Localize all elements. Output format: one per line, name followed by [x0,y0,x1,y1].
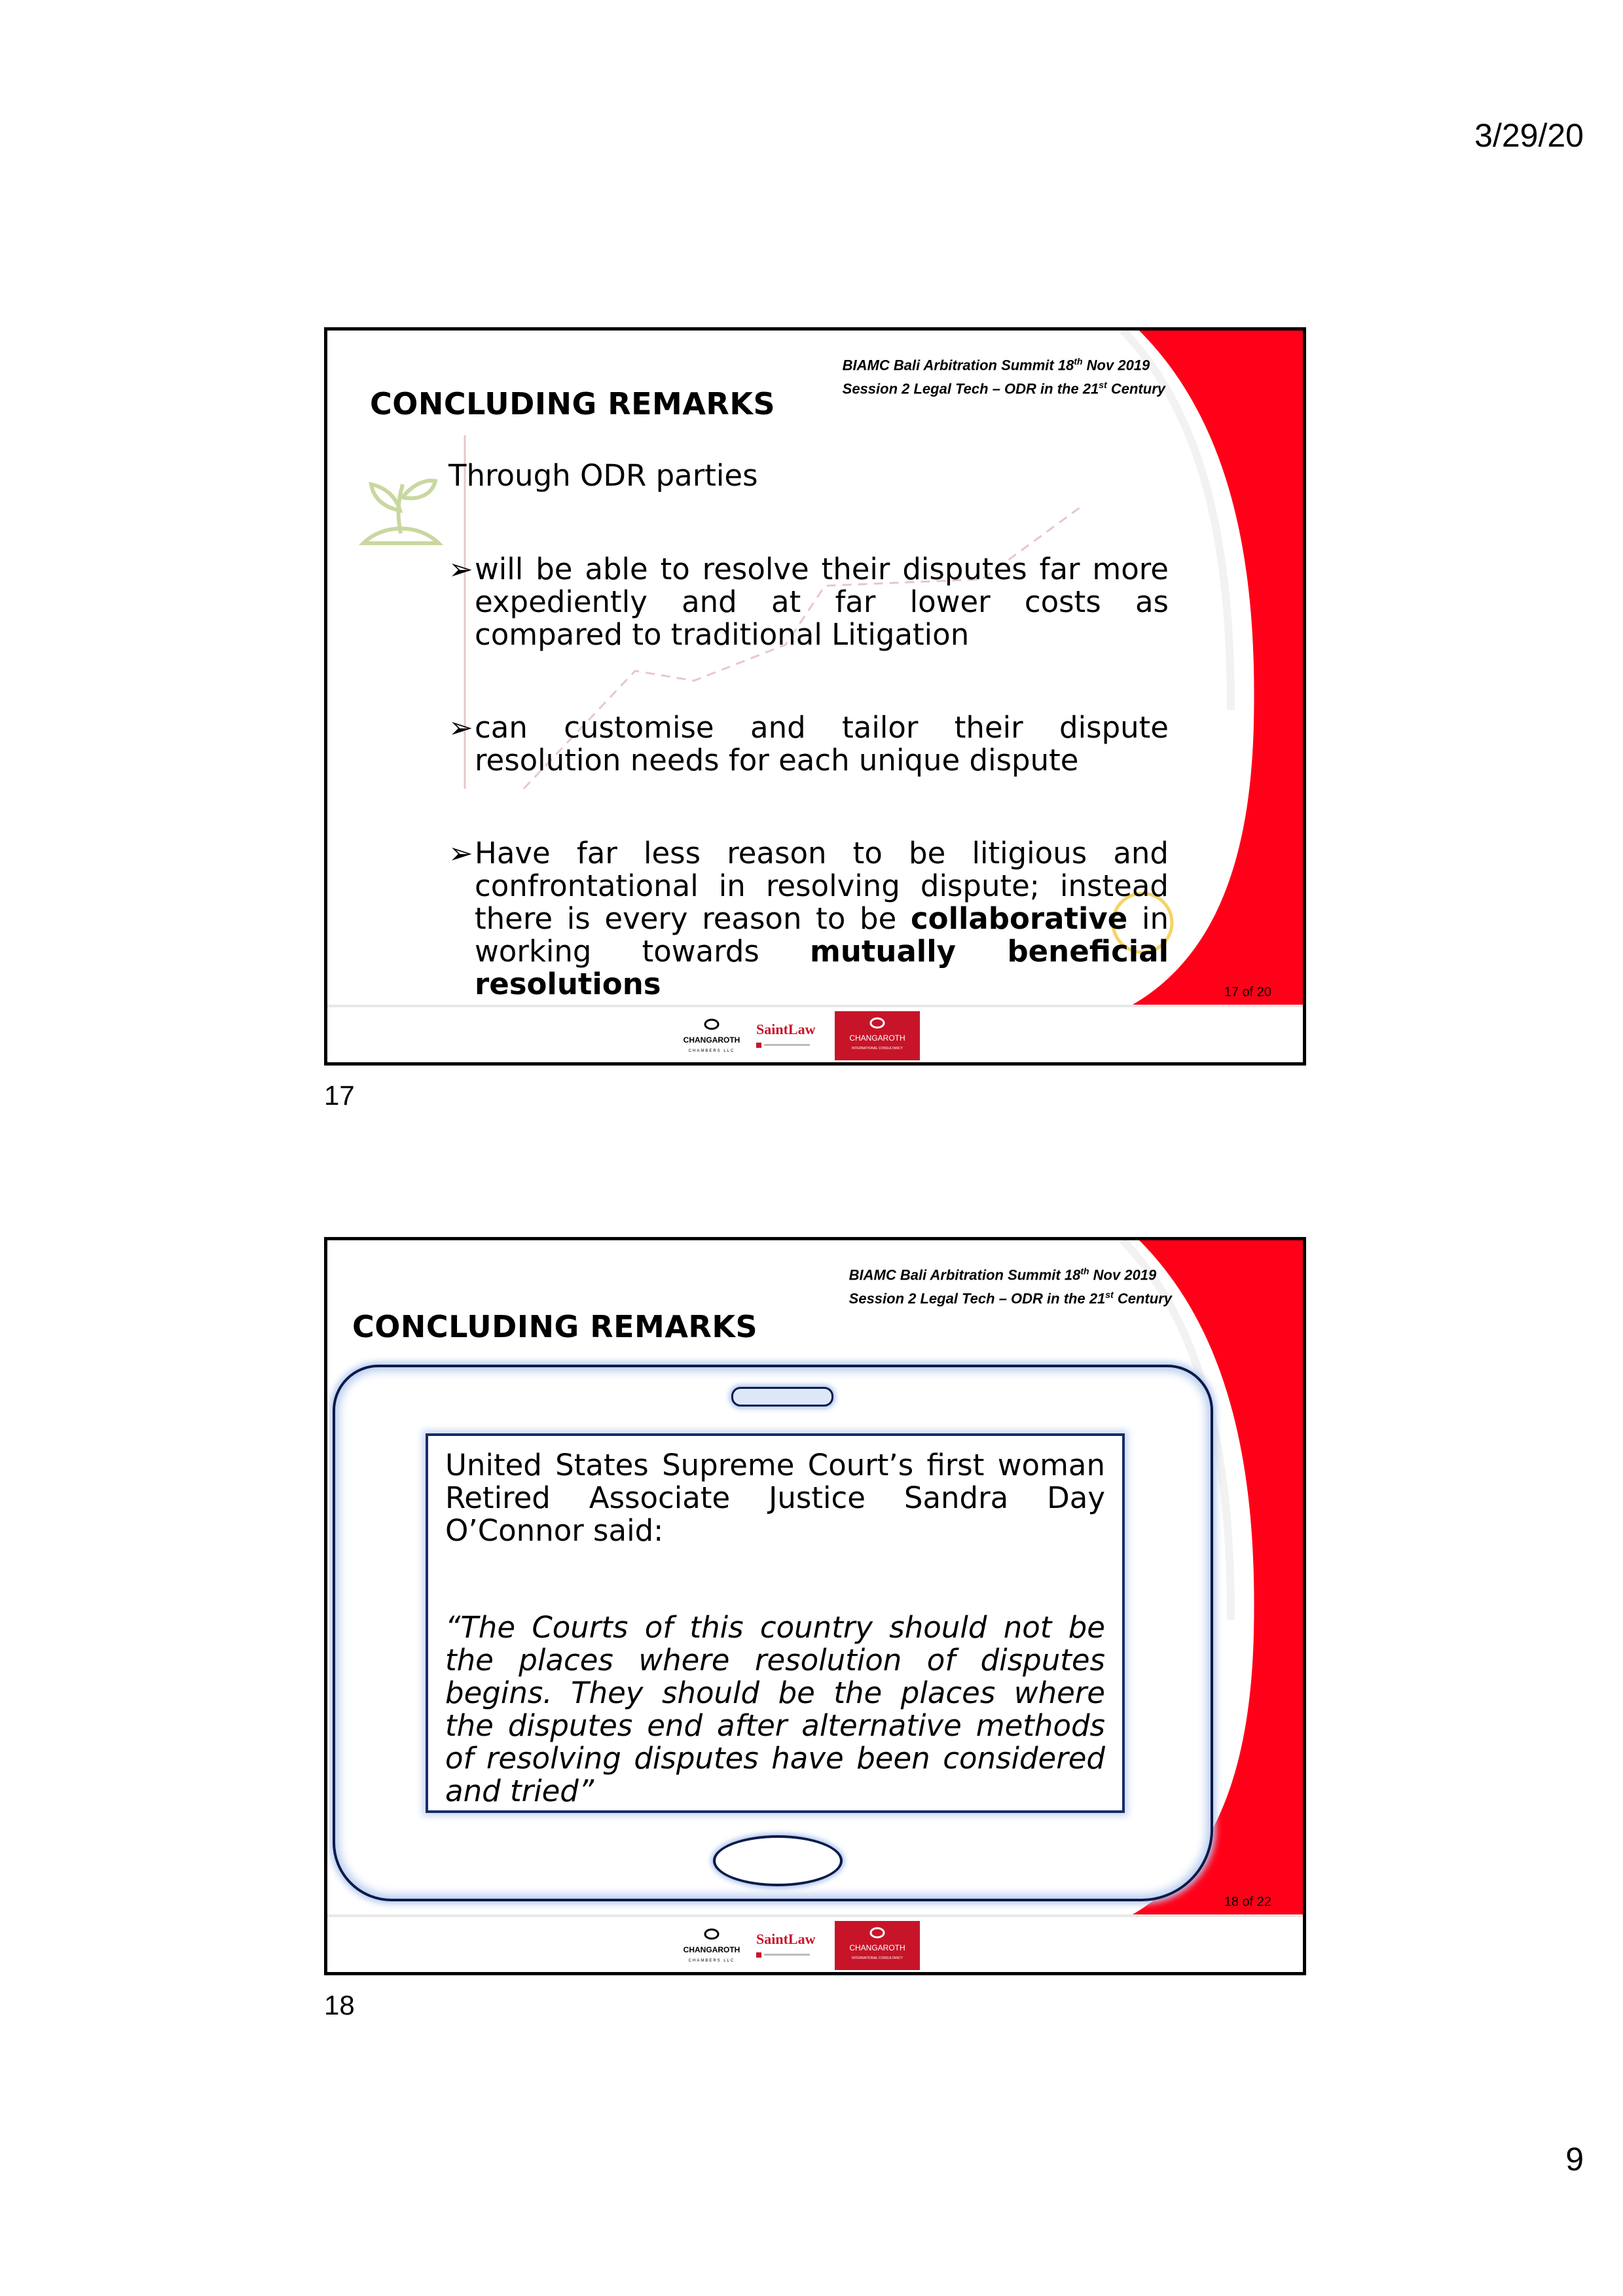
bullet-list [448,553,1169,1001]
bullet-text: will be able to resolve their disputes far more expediently and at far lower costs as compared to traditional Litigation [475,552,1169,652]
header-sup-1: th [1074,356,1083,367]
footer-divider [327,1005,1303,1007]
footer-logos [671,1011,920,1060]
header-line-1: BIAMC Bali Arbitration Summit 18 [848,1266,1081,1283]
bullet-text: can customise and tailor their dispute resolution needs for each unique dispute [475,710,1169,778]
quote-box [426,1433,1125,1813]
event-header [849,1261,1172,1309]
footer-logos [671,1921,920,1970]
header-line-2: Session 2 Legal Tech – ODR in the 21 [848,1290,1106,1307]
logo1-name: CHANGAROTH [683,1035,740,1045]
slide-number-label: 17 [324,1080,355,1111]
header-sup-2: st [1105,1289,1114,1300]
bullet-emphasis: collaborative [910,901,1128,936]
logo2-name: SaintLaw [756,1931,816,1947]
header-line-2: Session 2 Legal Tech – ODR in the 21 [842,380,1099,397]
tablet-speaker-icon [731,1387,833,1407]
logo1-sub: CHAMBERS LLC [688,1049,735,1053]
arrow-bullet-icon: ➢ [448,552,473,586]
logo3-sub: INTERNATIONAL CONSULTANCY [852,1047,903,1050]
bullet-text: in working towards [475,901,1169,969]
bullet-item [448,711,1169,777]
intro-text: Through ODR parties [448,458,758,493]
header-line-1-end: Nov 2019 [1082,357,1150,374]
slide-counter: 17 of 20 [1224,985,1271,999]
logo3-name: CHANGAROTH [849,1033,905,1043]
quote-text: “The Courts of this country should not be the places where resolution of disputes begins. They should be the places where the disputes end after alternative methods of resolving disputes have been considered and tried” [445,1610,1105,1808]
logo1-name: CHANGAROTH [683,1945,740,1954]
header-sup-2: st [1099,380,1107,391]
logo1-sub: CHAMBERS LLC [688,1959,735,1963]
slide-title: CONCLUDING REMARKS [352,1309,758,1344]
header-line-2-end: Century [1106,380,1165,397]
header-line-2-end: Century [1113,1290,1172,1307]
page-date: 3/29/20 [1474,117,1584,154]
page-number: 9 [1565,2141,1584,2178]
arrow-bullet-icon: ➢ [448,710,473,745]
bullet-emphasis: mutually beneficial resolutions [475,934,1169,1001]
bullet-item [448,553,1169,651]
logo2-name: SaintLaw [756,1021,816,1037]
slide-counter: 18 of 22 [1224,1895,1271,1909]
header-line-1: BIAMC Bali Arbitration Summit 18 [842,357,1074,374]
bullet-item [448,837,1169,1001]
header-line-1-end: Nov 2019 [1089,1266,1157,1283]
tablet-home-button-icon [713,1835,843,1886]
slide-18 [324,1237,1306,1975]
header-sup-1: th [1080,1266,1089,1276]
logo3-name: CHANGAROTH [849,1943,905,1952]
quote-intro: United States Supreme Court’s first woman Retired Associate Justice Sandra Day O’Connor said: [445,1448,1105,1548]
arrow-bullet-icon: ➢ [448,836,473,870]
event-header [843,351,1165,399]
footer-divider [327,1914,1303,1917]
bullet-text: Have far less reason to be litigious and confrontational in resolving dispute; instead there is every reason to be [475,836,1169,936]
logo3-sub: INTERNATIONAL CONSULTANCY [852,1956,903,1960]
slide-title: CONCLUDING REMARKS [370,386,776,422]
sprout-icon [357,471,445,553]
slide-number-label: 18 [324,1990,355,2020]
slide-17 [324,327,1306,1066]
